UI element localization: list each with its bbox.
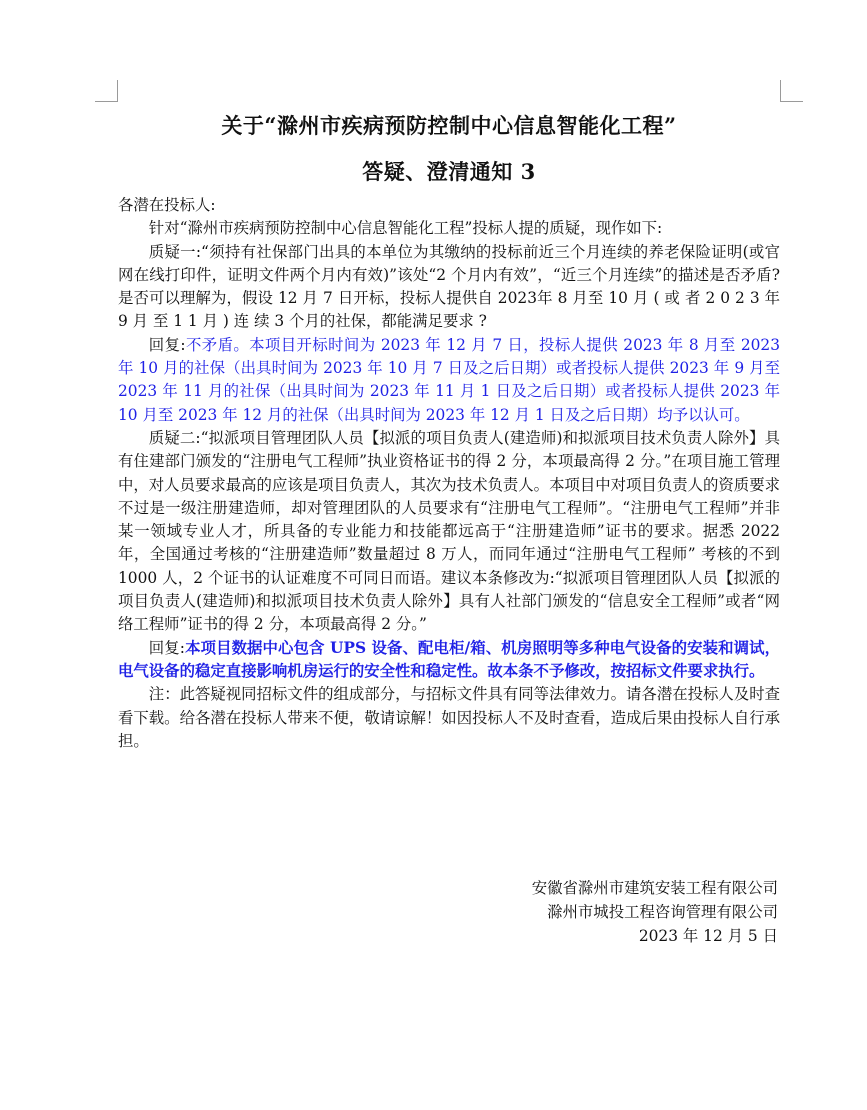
note-paragraph: 注：此答疑视同招标文件的组成部分，与招标文件具有同等法律效力。请各潜在投标人及时查看下载。给各潜在投标人带来不便，敬请谅解！如因投标人不及时查看，造成后果由投标人自行承担。 (118, 685, 780, 750)
issue-date: 2023 年 12 月 5 日 (638, 927, 778, 945)
notice-content (118, 194, 780, 753)
signature-block (532, 876, 778, 948)
answer-2-prefix: 回复: (148, 638, 185, 657)
question-1: 质疑一:“须持有社保部门出具的本单位为其缴纳的投标前近三个月连续的养老保险证明(或官网在线打印件，证明文件两个月内有效)”该处“2 个月内有效”，“近三个月连续”的描述是否矛盾?是否可以理解为，假设 12 月 7 日开标，投标人提供自 2023年 8 月至 10 月 ( 或 者 2 0 2 3 年 9 月 至 1 1 月 ) 连 续 3 个月的社保，都能满足要求 ? (118, 242, 780, 331)
answer-1-prefix: 回复: (148, 335, 186, 354)
answer-1-text: 不矛盾。本项目开标时间为 2023 年 12 月 7 日，投标人提供 2023 年 8 月至 2023 年 10 月的社保（出具时间为 2023 年 10 月 7 日及之后日期）或者投标人提供 2023 年 9 月至 2023 年 11 月的社保（出具时间为 2023 年 11 月 1 日及之后日期）或者投标人提供 2023 年 10 月至 2023 年 12 月的社保（出具时间为 2023 年 12 月 1 日及之后日期）均予以认可。 (118, 335, 780, 424)
issuer-2: 滁州市城投工程咨询管理有限公司 (547, 903, 778, 921)
question-2: 质疑二:“拟派项目管理团队人员【拟派的项目负责人(建造师)和拟派项目技术负责人除外】具有住建部门颁发的“注册电气工程师”执业资格证书的得 2 分，本项最高得 2 分。”在项目施工管理中，对人员要求最高的应该是项目负责人，其次为技术负责人。本项目中对项目负责人的资质要求不过是一级注册建造师，却对管理团队的人员要求有“注册电气工程师”。“注册电气工程师”并非某一领域专业人才，所具备的专业能力和技能都远高于“注册建造师”证书的要求。据悉 2022 年，全国通过考核的“注册建造师”数量超过 8 万人，而同年通过“注册电气工程师” 考核的不到 1000 人，2 个证书的认证难度不可同日而语。建议本条修改为:“拟派项目管理团队人员【拟派的项目负责人(建造师)和拟派项目技术负责人除外】具有人社部门颁发的“信息安全工程师”或者“网络工程师”证书的得 2 分，本项最高得 2 分。” (118, 428, 780, 634)
document-body (118, 108, 780, 753)
crop-mark-top-left (95, 80, 118, 102)
answer-2-text: 本项目数据中心包含 UPS 设备、配电柜/箱、机房照明等多种电气设备的安装和调试，电气设备的稳定直接影响机房运行的安全性和稳定性。故本条不予修改，按招标文件要求执行。 (118, 638, 781, 680)
crop-mark-top-right (780, 80, 803, 102)
issuer-1: 安徽省滁州市建筑安装工程有限公司 (531, 879, 778, 897)
title-line-2: 答疑、澄清通知 3 (362, 159, 536, 184)
answer-1 (118, 334, 780, 427)
title-line-1: 关于“滁州市疾病预防控制中心信息智能化工程” (221, 113, 677, 138)
salutation: 各潜在投标人: (118, 196, 216, 214)
answer-2 (118, 637, 780, 684)
intro-paragraph: 针对“滁州市疾病预防控制中心信息智能化工程”投标人提的质疑，现作如下: (148, 219, 663, 238)
